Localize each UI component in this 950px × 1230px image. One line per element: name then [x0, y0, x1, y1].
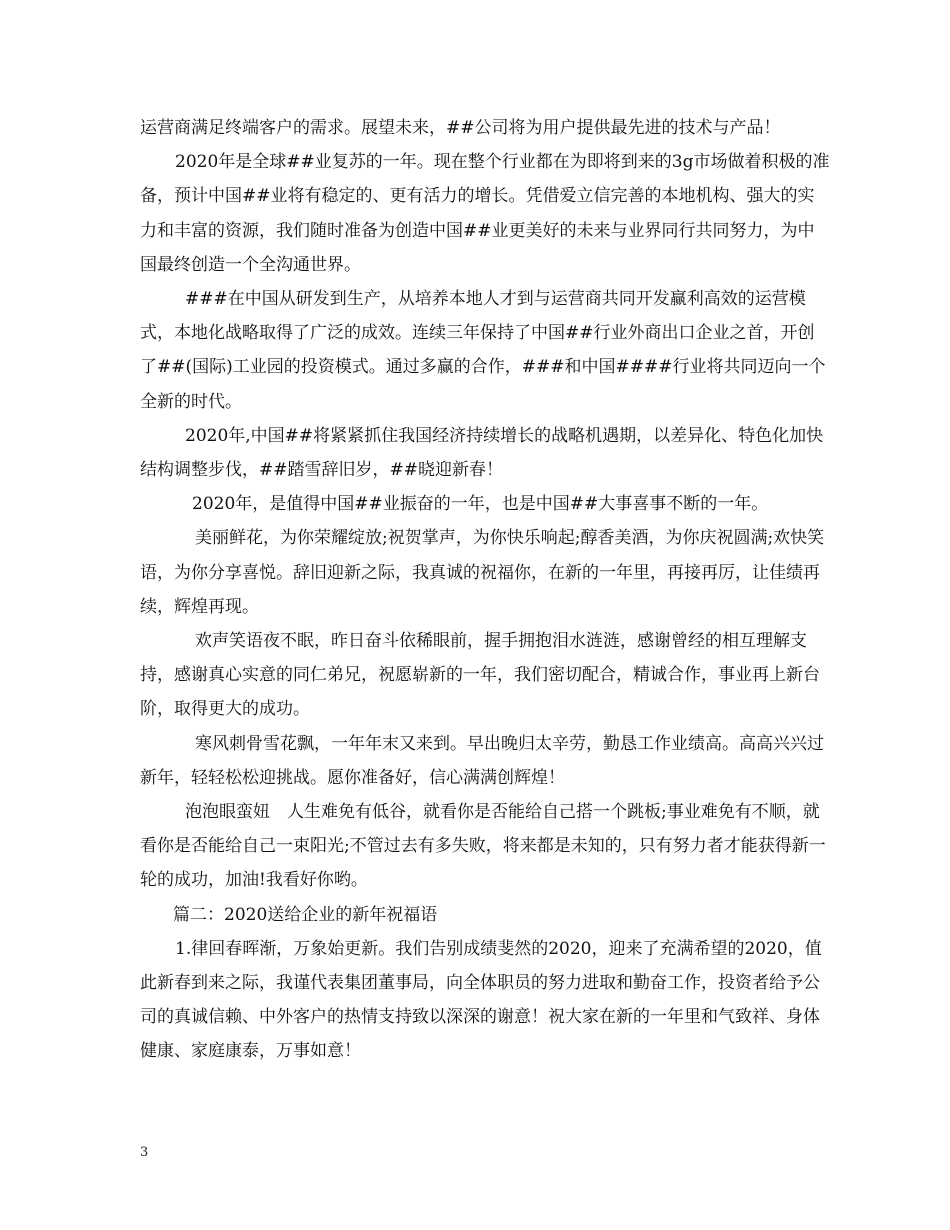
- paragraph-7: 欢声笑语夜不眠，昨日奋斗依稀眼前，握手拥抱泪水涟涟，感谢曾经的相互理解支持，感谢真心实意的同仁弟兄，祝愿崭新的一年，我们密切配合，精诚合作，事业再上新台阶，取得更大的成功。: [140, 631, 820, 720]
- paragraph-9: 泡泡眼蛮妞 人生难免有低谷，就看你是否能给自己搭一个跳板;事业难免有不顺，就看你是否能给自己一束阳光;不管过去有多失败，将来都是未知的，只有努力者才能获得新一轮的成功，加油!我看好你哟。: [140, 802, 826, 891]
- paragraph-2: 2020年是全球##业复苏的一年。现在整个行业都在为即将到来的3g市场做着积极的准备，预计中国##业将有稳定的、更有活力的增长。凭借爱立信完善的本地机构、强大的实力和丰富的资源，我们随时准备为创造中国##业更美好的未来与业界同行共同努力，为中国最终创造一个全沟通世界。: [140, 152, 830, 275]
- document-body: [140, 111, 830, 1069]
- paragraph-5: 2020年，是值得中国##业振奋的一年，也是中国##大事喜事不断的一年。: [192, 494, 769, 515]
- paragraph-4: 2020年,中国##将紧紧抓住我国经济持续增长的战略机遇期，以差异化、特色化加快结构调整步伐，##踏雪辞旧岁，##晓迎新春！: [140, 425, 824, 481]
- paragraph-3: ###在中国从研发到生产，从培养本地人才到与运营商共同开发赢利高效的运营模式，本地化战略取得了广泛的成效。连续三年保持了中国##行业外商出口企业之首，开创了##(国际)工业园的投资模式。通过多赢的合作，###和中国####行业将共同迈向一个全新的时代。: [140, 289, 826, 412]
- paragraph-8: 寒风刺骨雪花飘，一年年末又来到。早出晚归太辛劳，勤恳工作业绩高。高高兴兴过新年，轻轻松松迎挑战。愿你准备好，信心满满创辉煌！: [140, 733, 824, 788]
- paragraph-10: 1.律回春晖渐，万象始更新。我们告别成绩斐然的2020，迎来了充满希望的2020，值此新春到来之际，我谨代表集团董事局，向全体职员的努力进取和勤奋工作，投资者给予公司的真诚信赖、中外客户的热情支持致以深深的谢意！祝大家在新的一年里和气致祥、身体健康、家庭康泰，万事如意！: [140, 938, 822, 1062]
- section-heading: 篇二：2020送给企业的新年祝福语: [173, 904, 438, 925]
- paragraph-6: 美丽鲜花，为你荣耀绽放;祝贺掌声，为你快乐响起;醇香美酒，为你庆祝圆满;欢快笑语，为你分享喜悦。辞旧迎新之际，我真诚的祝福你，在新的一年里，再接再厉，让佳绩再续，辉煌再现。: [140, 528, 825, 617]
- page-number: 3: [140, 1145, 149, 1160]
- paragraph-1: 运营商满足终端客户的需求。展望未来，##公司将为用户提供最先进的技术与产品！: [140, 118, 781, 138]
